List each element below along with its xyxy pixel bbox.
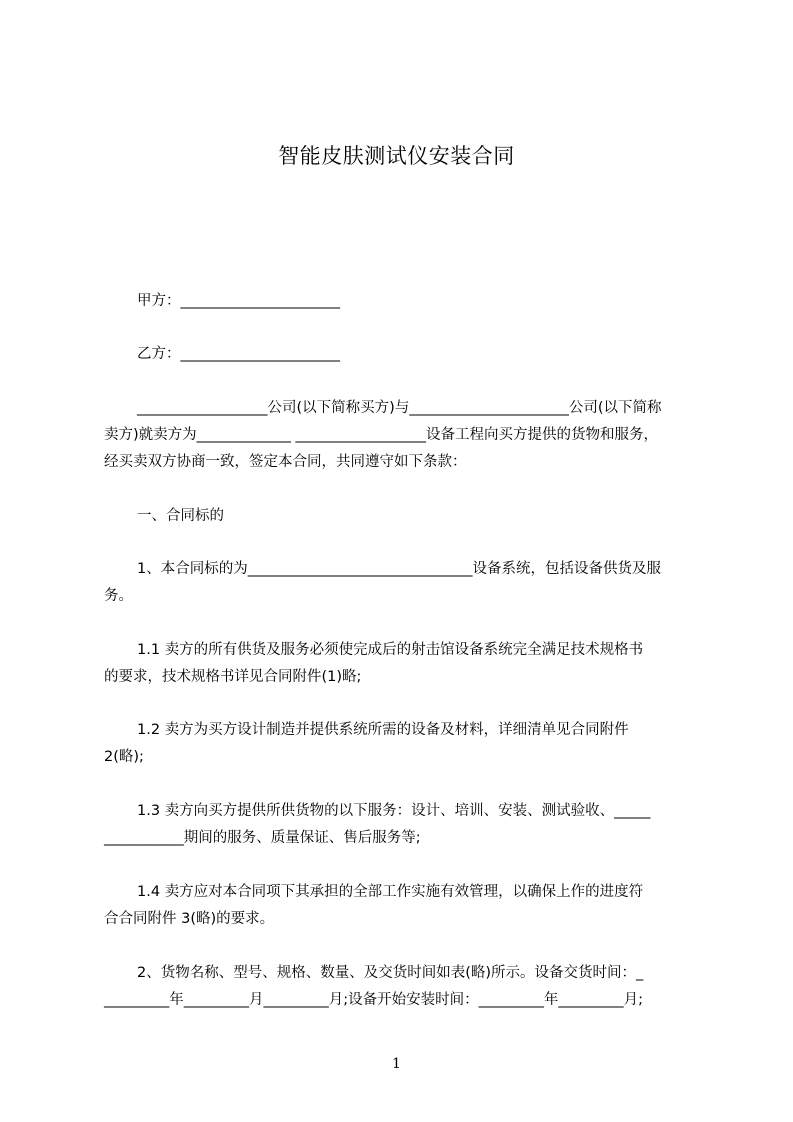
clause-1-3-line-1: 1.3 卖方向买方提供所供货物的以下服务：设计、培训、安装、测试验收、_____	[137, 803, 651, 819]
party-b-line: 乙方：______________________	[137, 346, 340, 362]
clause-1-1-line-1: 1.1 卖方的所有供货及服务必须使完成后的射击馆设备系统完全满足技术规格书	[137, 642, 644, 658]
clause-1-line-2: 务。	[104, 588, 133, 604]
section-1-heading: 一、合同标的	[137, 508, 224, 524]
intro-line-1: __________________公司(以下简称买方)与______________________公司(以下简称	[137, 400, 662, 416]
clause-1-2-line-1: 1.2 卖方为买方设计制造并提供系统所需的设备及材料，详细清单见合同附件	[137, 722, 629, 738]
clause-1-2-line-2: 2(略);	[104, 749, 144, 765]
document-title: 智能皮肤测试仪安装合同	[278, 144, 515, 168]
clause-1-1-line-2: 的要求，技术规格书详见合同附件(1)略;	[104, 669, 362, 685]
clause-1-3-line-2: ___________期间的服务、质量保证、售后服务等;	[104, 830, 421, 846]
intro-line-3: 经买卖双方协商一致，签定本合同，共同遵守如下条款：	[104, 454, 467, 470]
page-number: 1	[392, 1056, 401, 1072]
clause-1-4-line-1: 1.4 卖方应对本合同项下其承担的全部工作实施有效管理，以确保上作的进度符	[137, 884, 644, 900]
clause-2-line-2: _________年_________月_________月;设备开始安装时间：_________年_________月;	[104, 992, 644, 1008]
clause-1-4-line-2: 合合同附件 3(略)的要求。	[104, 911, 275, 927]
intro-line-2: 卖方)就卖方为_____________ __________________设备工程向买方提供的货物和服务，	[104, 427, 659, 443]
clause-1-line-1: 1、本合同标的为_______________________________设备系统，包括设备供货及服	[137, 561, 661, 577]
clause-2-line-1: 2、货物名称、型号、规格、数量、及交货时间如表(略)所示。设备交货时间：_	[137, 965, 644, 981]
party-a-line: 甲方：______________________	[137, 293, 340, 309]
